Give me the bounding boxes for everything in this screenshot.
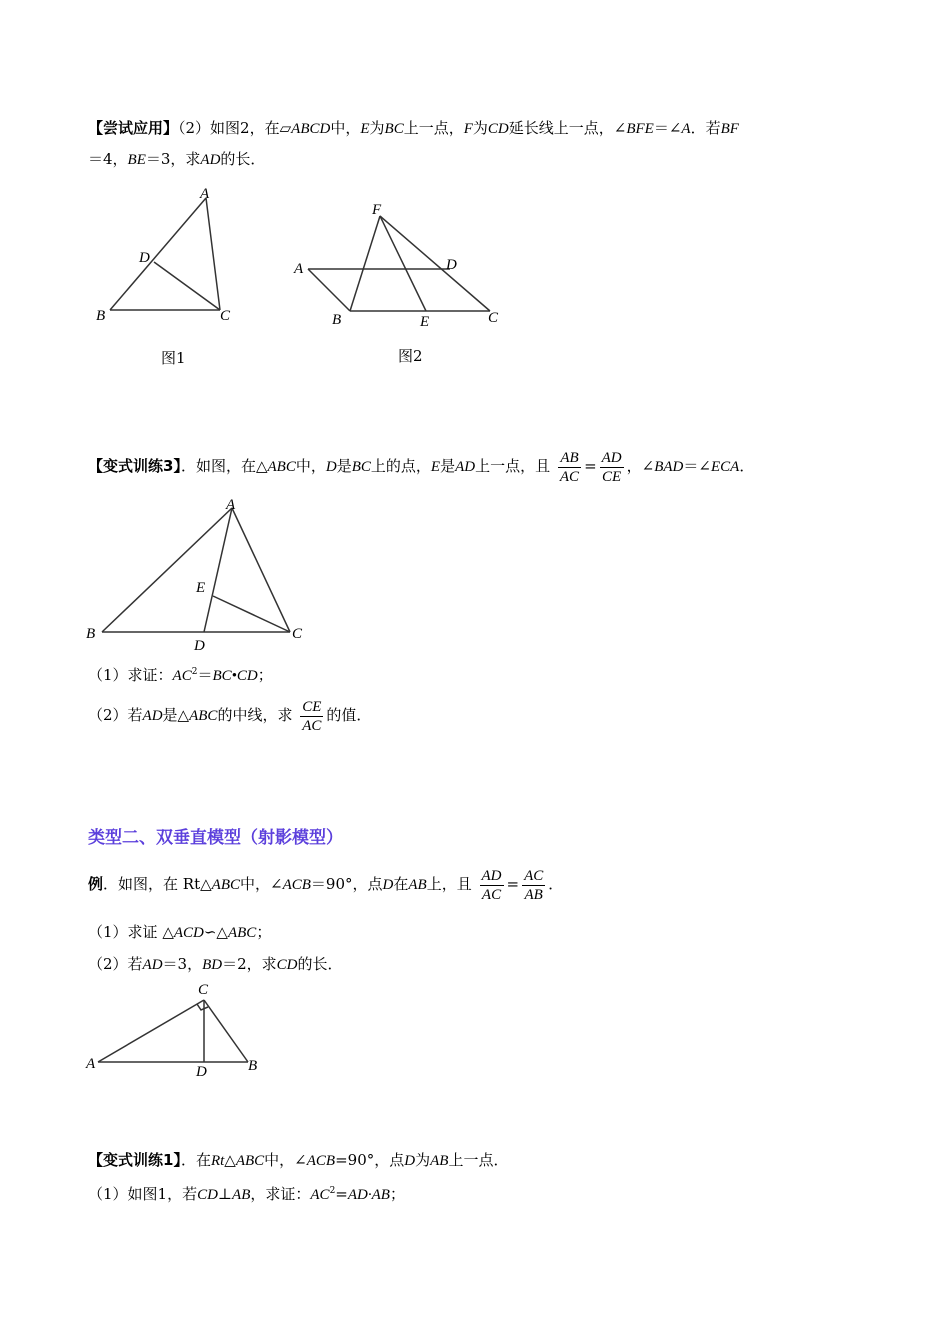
fig1-side-ab xyxy=(110,198,206,310)
example-question-1: （1）求证 △ACD∽△ABC； xyxy=(88,923,272,941)
fig1-side-ac xyxy=(206,198,220,310)
fig3-side-ab xyxy=(102,508,232,632)
section-heading: 类型二、双垂直模型（射影模型） xyxy=(88,828,343,848)
fig4-label-b: B xyxy=(248,1058,258,1074)
fig3-label-a: A xyxy=(226,497,236,513)
fraction-ad-ac: $\frac{AD}{AC}$ xyxy=(481,867,502,903)
figure-1-caption: 图1 xyxy=(161,349,186,367)
figure-2 xyxy=(290,196,510,336)
fraction-ab-ac: $\frac{AB}{AC}$ xyxy=(559,449,580,485)
section-tag: 【尝试应用】 xyxy=(88,119,179,137)
fig3-label-c: C xyxy=(292,626,303,642)
fig2-segment-fe xyxy=(380,216,426,311)
fig3-label-b: B xyxy=(86,626,96,642)
figure-4 xyxy=(84,980,274,1080)
section-tag: 【变式训练1】 xyxy=(88,1151,181,1169)
fig1-label-c: C xyxy=(220,308,231,324)
fig3-label-e: E xyxy=(196,580,206,596)
fig2-label-d: D xyxy=(446,257,457,273)
problem-line-2: ＝4，BE＝3，求AD的长． xyxy=(88,150,266,168)
problem-2-question-1: （1）求证：$AC^2=BC•CD$； xyxy=(88,666,273,684)
figure-3 xyxy=(84,492,324,660)
fig1-label-a: A xyxy=(200,186,210,202)
fig4-label-d: D xyxy=(196,1064,207,1080)
fig2-side-ab xyxy=(308,269,350,311)
figure-2-caption: 图2 xyxy=(398,347,423,365)
problem-line-1: 【尝试应用】（2）如图2，在▱ABCD中，E为BC上一点，F为CD延长线上一点，∠BFE＝∠A．若BF xyxy=(88,119,739,137)
fig2-label-e: E xyxy=(420,314,430,330)
fig2-label-f: F xyxy=(372,202,382,218)
problem-2-question-2: （2）若AD是△ABC的中线，求 $\frac{CE}{AC}$ 的值． xyxy=(88,698,372,734)
fig1-label-d: D xyxy=(139,250,150,266)
fig2-label-b: B xyxy=(332,312,342,328)
example-tag: 例 xyxy=(88,875,104,893)
fig2-segment-fb xyxy=(350,216,380,311)
problem-3-question-1: （1）如图1，若CD⊥AB，求证：$AC^2=AD\cdot AB$； xyxy=(88,1185,405,1203)
example-line: 例．如图，在 Rt△ABC中，∠ACB＝90°，点D在AB上，且 $\frac{AD}{AC}$ = $\frac{AC}{AB}$ ． xyxy=(88,867,564,903)
fig4-side-ac xyxy=(98,1000,204,1062)
section-tag: 【变式训练3】 xyxy=(88,457,181,475)
fig1-label-b: B xyxy=(96,308,106,324)
fig2-label-a: A xyxy=(294,261,304,277)
fig4-side-cb xyxy=(204,1000,248,1062)
fig4-right-angle-mark xyxy=(197,1004,208,1010)
problem-2-line: 【变式训练3】．如图，在△ABC中，D是BC上的点，E是AD上一点，且 $\frac{AB}{AC}$ = $\frac{AD}{CE}$ ，∠BAD＝∠ECA． xyxy=(88,449,755,485)
fig4-label-c: C xyxy=(198,982,209,998)
fraction-ad-ce: $\frac{AD}{CE}$ xyxy=(601,449,622,485)
fig2-segment-fc xyxy=(380,216,490,311)
fraction-ac-ab: $\frac{AC}{AB}$ xyxy=(524,867,544,903)
fig3-side-ac xyxy=(232,508,290,632)
problem-3-line: 【变式训练1】．在Rt△ABC中，∠ACB=90°，点D为AB上一点． xyxy=(88,1151,509,1169)
fig4-label-a: A xyxy=(86,1056,96,1072)
fig1-segment-dc xyxy=(154,262,220,310)
fraction-ce-ac: $\frac{CE}{AC}$ xyxy=(302,698,322,734)
example-question-2: （2）若AD＝3，BD＝2，求CD的长． xyxy=(88,955,343,973)
figure-1 xyxy=(88,180,258,330)
fig3-segment-ad xyxy=(204,508,232,632)
fig3-segment-ec xyxy=(213,596,290,632)
fig2-label-c: C xyxy=(488,310,499,326)
fig3-label-d: D xyxy=(194,638,205,654)
